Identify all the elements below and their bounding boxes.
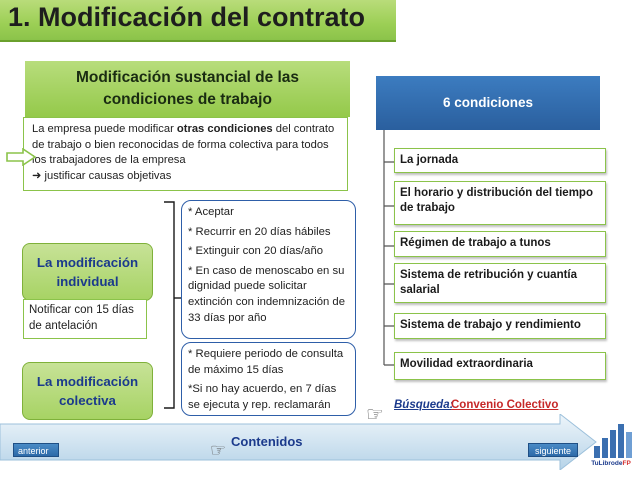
banner-line-2: condiciones de trabajo (103, 91, 272, 108)
condition-item: Movilidad extraordinaria (394, 352, 606, 380)
condition-item: La jornada (394, 148, 606, 173)
colectiva-option: * Requiere periodo de consulta de máximo 15 días (188, 348, 344, 376)
anterior-button[interactable]: anterior (13, 443, 59, 457)
banner-line-1: Modificación sustancial de las (75, 69, 300, 86)
hollow-arrow-icon (6, 148, 36, 166)
pointing-hand-icon: ☞ (366, 404, 384, 426)
company-text-bold: otras condiciones (176, 123, 273, 135)
condition-item: Sistema de trabajo y rendimiento (394, 313, 606, 339)
busqueda-label: Búsqueda: (394, 399, 454, 411)
conditions-header: 6 condiciones (376, 76, 600, 130)
condition-item: El horario y distribución del tiempo de trabajo (394, 181, 606, 225)
mod-individual-line-2: individual (56, 274, 119, 289)
section-banner (25, 61, 350, 117)
logo-text-main: TuLibrode (591, 460, 623, 467)
condition-item: Régimen de trabajo a tunos (394, 231, 606, 257)
mod-individual-line-1: La modificación (36, 255, 139, 270)
contenidos-link[interactable]: Contenidos (231, 434, 303, 449)
mod-colectiva-line-1: La modificación (36, 374, 139, 389)
company-text-post: del contrato de trabajo o bien reconocidas de forma colectiva para todos los trabajadores de la empresa (32, 123, 335, 166)
colectiva-options-box (181, 342, 356, 416)
notify-box: Notificar con 15 días de antelación (23, 299, 147, 339)
mod-individual-box (22, 243, 153, 301)
condition-item: Sistema de retribución y cuantía salarial (394, 263, 606, 303)
bracket-connector (162, 198, 182, 412)
logo-text-fp: FP (622, 460, 631, 467)
individual-option: * Extinguir con 20 días/año (188, 245, 324, 258)
individual-option: * Recurrir en 20 días hábiles (188, 225, 331, 238)
convenio-colectivo-link[interactable]: Convenio Colectivo (451, 399, 559, 411)
right-arrow-icon: ➜ (32, 169, 42, 182)
page-title: 1. Modificación del contrato (8, 2, 366, 32)
company-text-box (23, 117, 348, 191)
pointing-hand-icon: ☞ (210, 440, 227, 460)
individual-option: * Aceptar (188, 206, 234, 218)
company-text-pre: La empresa puede modificar (32, 123, 177, 135)
company-arrow-line: justificar causas objetivas (44, 169, 172, 182)
colectiva-option: *Si no hay acuerdo, en 7 días se ejecuta y rep. reclamarán (188, 383, 337, 411)
siguiente-button[interactable]: siguiente (528, 443, 578, 457)
logo-text (583, 460, 638, 467)
mod-colectiva-box (22, 362, 153, 420)
individual-option: * En caso de menoscabo en su dignidad puede solicitar extinción con indemnización de 33 días por año (188, 264, 345, 324)
individual-options-box (181, 200, 356, 339)
mod-colectiva-line-2: colectiva (59, 393, 116, 408)
